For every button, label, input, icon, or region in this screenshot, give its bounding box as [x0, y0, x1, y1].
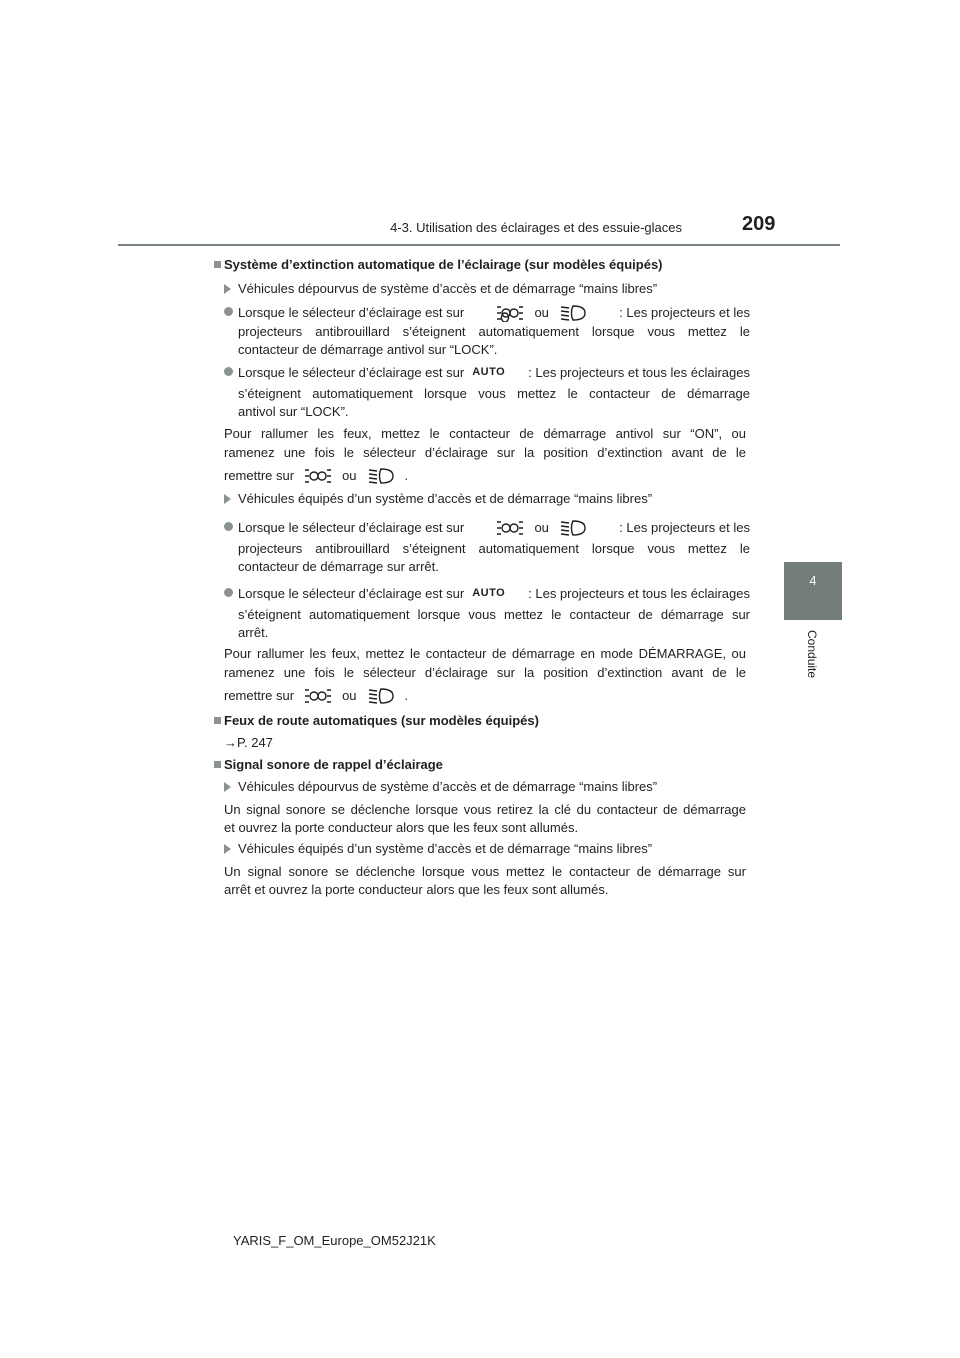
- subheading-text: Véhicules équipés d’un système d’accès et de démarrage “mains libres”: [238, 491, 653, 506]
- paragraph-text: Un signal sonore se déclenche lorsque vous mettez le contacteur de démarrage sur: [224, 864, 746, 879]
- square-bullet-icon: [214, 261, 221, 268]
- side-lights-icon: [496, 304, 524, 322]
- or-text: ou: [342, 688, 357, 703]
- auto-mode-icon: AUTO: [472, 366, 506, 378]
- triangle-bullet-icon: [224, 782, 231, 792]
- document-code: YARIS_F_OM_Europe_OM52J21K: [233, 1233, 436, 1248]
- bullet-text: contacteur de démarrage sur arrêt.: [238, 559, 439, 574]
- paragraph-text: remettre sur: [224, 468, 295, 483]
- bullet-text: arrêt.: [238, 625, 269, 640]
- side-lights-icon: [304, 687, 332, 705]
- side-lights-icon: [496, 519, 524, 537]
- or-text: ou: [534, 305, 549, 320]
- paragraph-text: Pour rallumer les feux, mettez le contacteur de démarrage antivol sur “ON”, ou: [224, 426, 746, 441]
- page-number: 209: [742, 213, 776, 235]
- subheading-text: Véhicules équipés d’un système d’accès et de démarrage “mains libres”: [238, 841, 653, 856]
- paragraph-text: remettre sur: [224, 688, 295, 703]
- paragraph-text: Un signal sonore se déclenche lorsque vous retirez la clé du contacteur de démarrage: [224, 802, 746, 817]
- paragraph-text: ramenez une fois le sélecteur d’éclairage sur la position d’extinction avant de le: [224, 665, 746, 680]
- bullet-text: : Les projecteurs et les: [619, 520, 750, 535]
- or-text: ou: [342, 468, 357, 483]
- bullet-text: : Les projecteurs et les: [619, 305, 750, 320]
- period-text: .: [404, 688, 409, 703]
- chapter-label: [805, 630, 819, 690]
- bullet-text: : Les projecteurs et tous les éclairages: [528, 586, 750, 601]
- bullet-text: Lorsque le sélecteur d’éclairage est sur: [238, 586, 465, 601]
- triangle-bullet-icon: [224, 284, 231, 294]
- bullet-text: projecteurs antibrouillard s’éteignent automatiquement lorsque vous mettez le: [238, 324, 750, 339]
- bullet-text: Lorsque le sélecteur d’éclairage est sur: [238, 305, 465, 320]
- heading-text: Signal sonore de rappel d’éclairage: [224, 757, 443, 772]
- square-bullet-icon: [214, 761, 221, 768]
- side-lights-icon: [304, 467, 332, 485]
- bullet-text: s’éteignent automatiquement lorsque vous mettez le contacteur de démarrage sur: [238, 607, 750, 622]
- bullet-text: antivol sur “LOCK”.: [238, 404, 349, 419]
- subheading-text: Véhicules dépourvus de système d’accès et de démarrage “mains libres”: [238, 779, 658, 794]
- bullet-text: Lorsque le sélecteur d’éclairage est sur: [238, 365, 465, 380]
- period-text: .: [404, 468, 409, 483]
- chapter-label-text: Conduite: [805, 630, 819, 679]
- headlights-icon: [367, 467, 395, 485]
- paragraph-text: Pour rallumer les feux, mettez le contacteur de démarrage en mode DÉMARRAGE, ou: [224, 646, 746, 661]
- paragraph-text: ramenez une fois le sélecteur d’éclairage sur la position d’extinction avant de le: [224, 445, 746, 460]
- auto-mode-icon: AUTO: [472, 587, 506, 599]
- triangle-bullet-icon: [224, 844, 231, 854]
- triangle-bullet-icon: [224, 494, 231, 504]
- headlights-icon: [367, 687, 395, 705]
- chapter-tab: [784, 562, 842, 620]
- heading-text: Système d’extinction automatique de l’éclairage (sur modèles équipés): [224, 257, 663, 272]
- subheading-text: Véhicules dépourvus de système d’accès et de démarrage “mains libres”: [238, 281, 658, 296]
- heading-text: Feux de route automatiques (sur modèles équipés): [224, 713, 539, 728]
- headlights-icon: [559, 519, 587, 537]
- page-reference-link[interactable]: →P. 247: [224, 735, 273, 750]
- section-title: 4-3. Utilisation des éclairages et des essuie-glaces: [390, 220, 682, 235]
- bullet-text: contacteur de démarrage antivol sur “LOCK”.: [238, 342, 498, 357]
- paragraph-text: arrêt et ouvrez la porte conducteur alors que les feux sont allumés.: [224, 882, 609, 897]
- paragraph-text: et ouvrez la porte conducteur alors que les feux sont allumés.: [224, 820, 579, 835]
- bullet-text: projecteurs antibrouillard s’éteignent automatiquement lorsque vous mettez le: [238, 541, 750, 556]
- square-bullet-icon: [214, 717, 221, 724]
- circle-bullet-icon: [224, 588, 233, 597]
- bullet-text: : Les projecteurs et tous les éclairages: [528, 365, 750, 380]
- circle-bullet-icon: [224, 307, 233, 316]
- bullet-text: Lorsque le sélecteur d’éclairage est sur: [238, 520, 465, 535]
- bullet-text: s’éteignent automatiquement lorsque vous mettez le contacteur de démarrage: [238, 386, 750, 401]
- header-divider: [118, 244, 840, 246]
- headlights-icon: [559, 304, 587, 322]
- circle-bullet-icon: [224, 522, 233, 531]
- chapter-number: 4: [809, 573, 817, 588]
- or-text: ou: [534, 520, 549, 535]
- circle-bullet-icon: [224, 367, 233, 376]
